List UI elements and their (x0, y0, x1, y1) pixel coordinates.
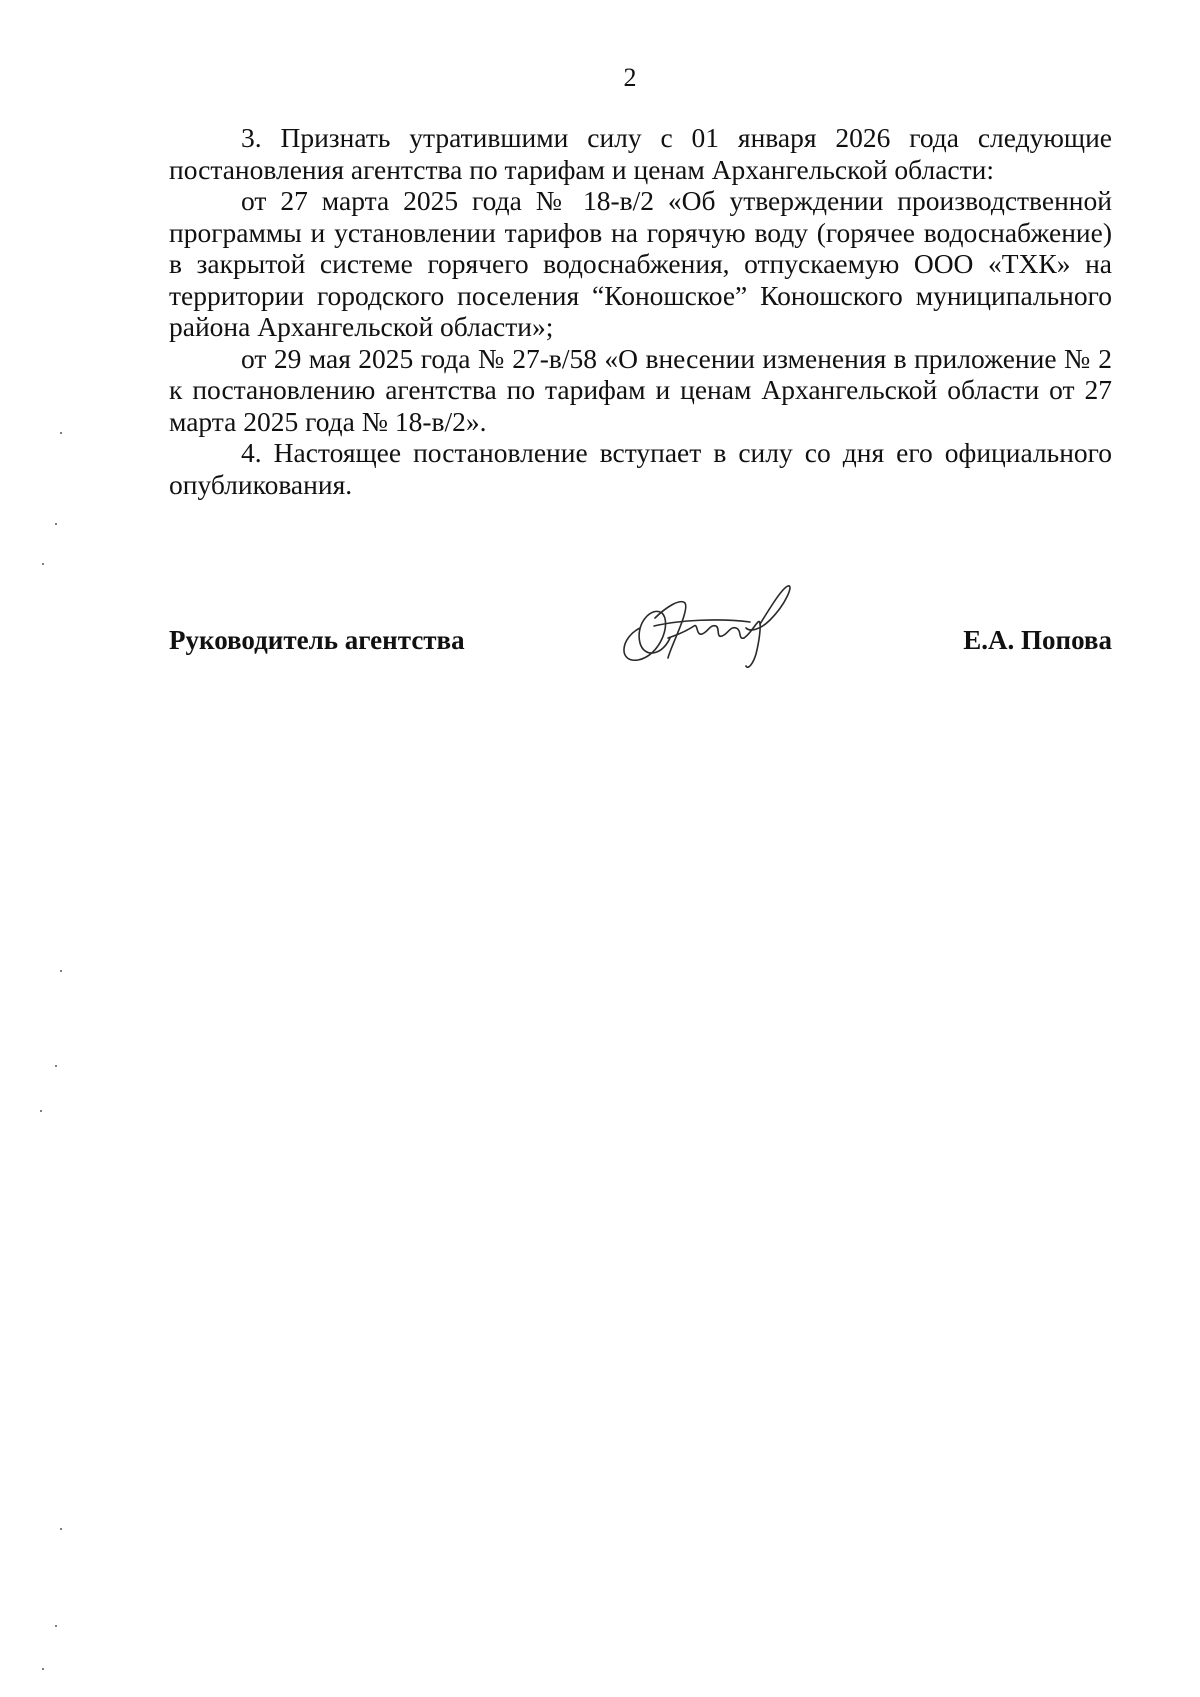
signer-name: Е.А. Попова (963, 625, 1112, 655)
page-number: 2 (623, 63, 637, 92)
scan-speck (42, 563, 44, 565)
signer-title: Руководитель агентства (169, 625, 465, 655)
handwritten-signature (610, 568, 810, 678)
scan-speck (60, 432, 62, 434)
scan-speck (40, 1110, 42, 1112)
paragraph-4-effective: 4. Настоящее постановление вступает в силу со дня его официального опубликования. (169, 437, 1112, 500)
paragraph-repealed-resolution-2: от 29 мая 2025 года № 27-в/58 «О внесении изменения в приложение № 2 к постановлению агентства по тарифам и ценам Архангельской области от 27 марта 2025 года № 18-в/2». (169, 342, 1112, 437)
paragraph-3-repeal: 3. Признать утратившими силу с 01 января 2026 года следующие постановления агентства по тарифам и ценам Архангельской области: (169, 122, 1112, 185)
scan-speck (60, 1528, 62, 1530)
scan-speck (55, 1065, 57, 1067)
document-body (169, 122, 1112, 500)
paragraph-repealed-resolution-1: от 27 марта 2025 года № 18-в/2 «Об утверждении производственной программы и установлении тарифов на горячую воду (горячее водоснабжение) в закрытой системе горячего водоснабжения, отпускаемую ООО «ТХК» на территории городского поселения “Коношское” Коношского муниципального района Архангельской области»; (169, 185, 1112, 342)
scan-speck (55, 523, 57, 525)
scan-speck (55, 1625, 57, 1627)
scan-speck (42, 1668, 44, 1670)
scan-speck (60, 970, 62, 972)
